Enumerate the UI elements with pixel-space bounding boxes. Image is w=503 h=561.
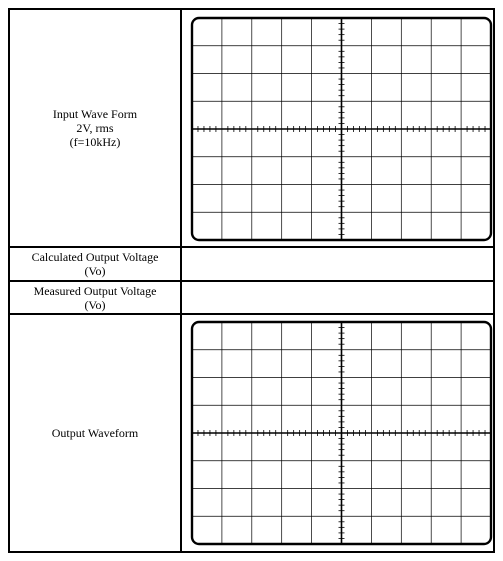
graticule-svg <box>188 14 495 244</box>
lab-worksheet-table <box>8 8 495 553</box>
measured-output-value-field[interactable] <box>182 282 493 313</box>
measured-output-label-cell <box>10 282 180 313</box>
graticule-svg <box>188 318 495 548</box>
measured-output-title: Measured Output Voltage <box>33 283 157 298</box>
output-oscilloscope-graticule <box>188 318 495 548</box>
calculated-output-value-field[interactable] <box>182 248 493 280</box>
input-voltage-spec: 2V, rms <box>76 121 114 135</box>
calculated-output-label-cell <box>10 248 180 280</box>
calculated-output-title: Calculated Output Voltage <box>31 250 159 264</box>
calculated-output-symbol: (Vo) <box>84 264 106 278</box>
output-waveform-title: Output Waveform <box>51 426 139 440</box>
input-frequency-spec: (f=10kHz) <box>69 135 121 149</box>
input-waveform-label-cell <box>10 10 180 246</box>
input-oscilloscope-graticule <box>188 14 495 244</box>
measured-output-symbol: (Vo) <box>84 297 106 312</box>
output-waveform-label-cell <box>10 315 180 551</box>
input-waveform-title: Input Wave Form <box>52 107 138 121</box>
